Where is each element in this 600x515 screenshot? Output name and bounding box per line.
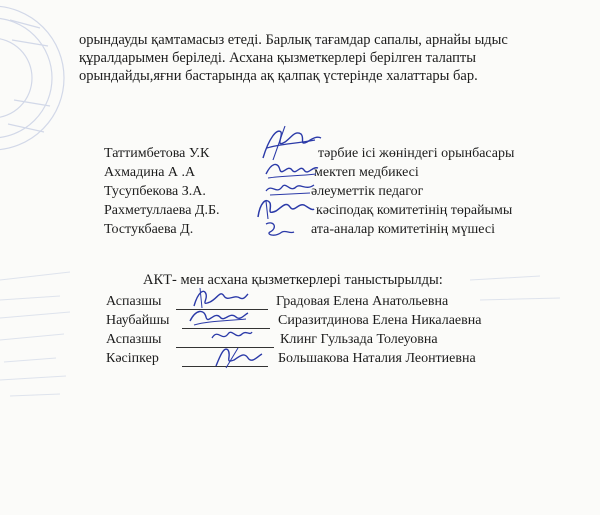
- signature-5: [260, 218, 300, 240]
- signatory-name: Тостукбаева Д.: [104, 222, 194, 237]
- signatory-role: мектеп медбикесі: [314, 165, 419, 180]
- signatory-role: әлеуметтік педагог: [311, 184, 424, 199]
- staff-name: Клинг Гульзада Толеуовна: [280, 332, 438, 347]
- staff-name: Большакова Наталия Леонтиевна: [278, 351, 476, 366]
- paragraph-line: орындауды қамтамасыз етеді. Барлық тағамдар сапалы, арнайы ыдыс: [79, 32, 508, 48]
- signatory-role: кәсіподақ комитетінің төрайымы: [316, 203, 513, 218]
- signatory-name: Ахмадина А .А: [104, 165, 196, 180]
- signatory-name: Таттимбетова У.К: [104, 146, 210, 161]
- staff-position: Кәсіпкер: [106, 351, 159, 366]
- signatory-role: ата-аналар комитетінің мүшесі: [311, 222, 495, 237]
- staff-signature-4: [210, 342, 266, 372]
- staff-position: Наубайшы: [106, 313, 170, 328]
- signatory-role: тәрбие ісі жөніндегі орынбасары: [318, 146, 515, 161]
- paragraph-line: құралдарымен беріледі. Асхана қызметкерлері берілген талапты: [79, 50, 476, 66]
- body-paragraph: [79, 31, 581, 85]
- signatory-name: Тусупбекова З.А.: [104, 184, 206, 199]
- staff-name: Сиразитдинова Елена Никалаевна: [278, 313, 482, 328]
- paragraph-line: орындайды,яғни бастарында ақ қалпақ үстерінде халаттары бар.: [79, 68, 478, 84]
- acknowledgement-title: АКТ- мен асхана қызметкерлері таныстырылды:: [143, 272, 443, 288]
- staff-position: Аспазшы: [106, 294, 162, 309]
- staff-position: Аспазшы: [106, 332, 162, 347]
- staff-name: Градовая Елена Анатольевна: [276, 294, 449, 309]
- signatory-name: Рахметуллаева Д.Б.: [104, 203, 220, 218]
